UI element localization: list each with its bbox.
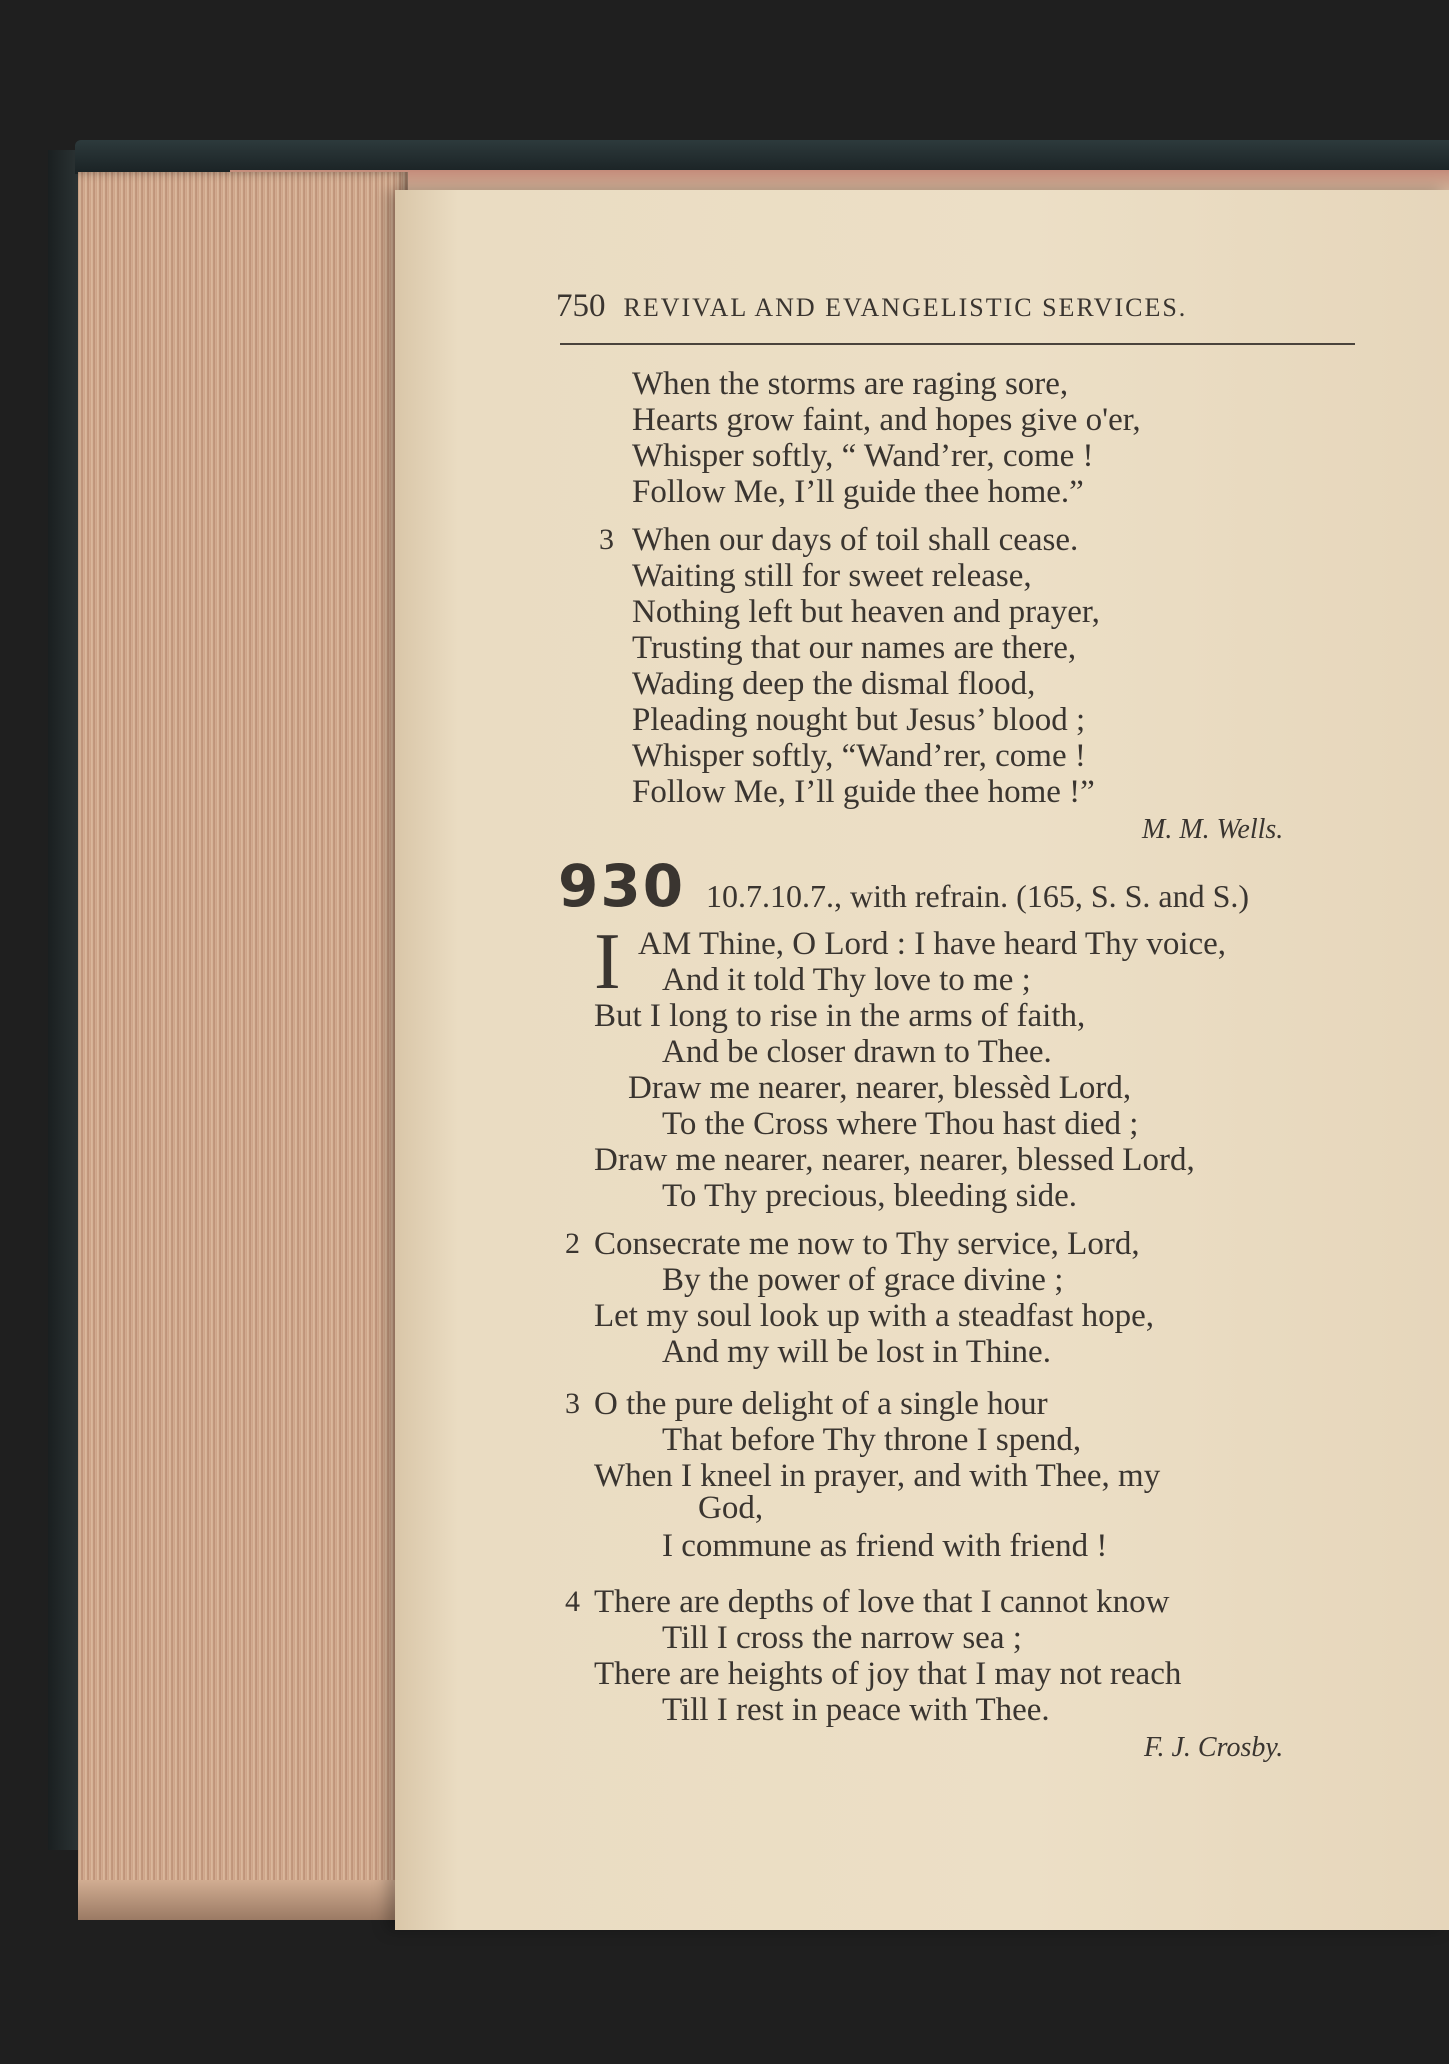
verse-line: Pleading nought but Jesus’ blood ; [632,702,1086,738]
verse-line: And my will be lost in Thine. [662,1334,1051,1370]
verse-number: 3 [599,523,614,556]
verse-line: Hearts grow faint, and hopes give o'er, [632,402,1141,438]
verse-line: Consecrate me now to Thy service, Lord, [594,1226,1140,1262]
verse-line: And be closer drawn to Thee. [662,1034,1052,1070]
verse-line: To the Cross where Thou hast died ; [662,1106,1139,1142]
verse-line: When I kneel in prayer, and with Thee, my [594,1458,1161,1494]
hymn-number: 930 [558,852,686,920]
verse-line: Follow Me, I’ll guide thee home.” [632,474,1084,510]
verse-line: By the power of grace divine ; [662,1262,1064,1298]
drop-cap: I [594,918,621,1006]
verse-number: 2 [565,1227,580,1260]
verse-line: God, [698,1490,764,1526]
verse-line: When our days of toil shall cease. [632,522,1079,558]
verse-line: Wading deep the dismal flood, [632,666,1036,702]
verse-line: Whisper softly, “Wand’rer, come ! [632,738,1086,774]
verse-line: Let my soul look up with a steadfast hope, [594,1298,1154,1334]
verse-number: 3 [565,1387,580,1420]
verse-line: Waiting still for sweet release, [632,558,1032,594]
verse-line: O the pure delight of a single hour [594,1386,1048,1422]
verse-line: And it told Thy love to me ; [662,962,1031,998]
verse-line: When the storms are raging sore, [632,366,1069,402]
hymn-meter: 10.7.10.7., with refrain. (165, S. S. and S.) [706,878,1250,914]
header-rule [560,343,1355,345]
verse-line: Draw me nearer, nearer, nearer, blessed Lord, [594,1142,1195,1178]
verse-line: But I long to rise in the arms of faith, [594,998,1086,1034]
verse-line: Whisper softly, “ Wand’rer, come ! [632,438,1094,474]
verse-line: Trusting that our names are there, [632,630,1077,666]
page-number: 750 [556,288,606,324]
verse-number: 4 [565,1585,580,1618]
verse-line: To Thy precious, bleeding side. [662,1178,1077,1214]
verse-line: There are depths of love that I cannot know [594,1584,1170,1620]
verse-line: Nothing left but heaven and prayer, [632,594,1100,630]
author: M. M. Wells. [1142,814,1284,845]
verse-line: Follow Me, I’ll guide thee home !” [632,774,1095,810]
verse-line: Till I rest in peace with Thee. [662,1692,1050,1728]
running-header [556,288,1187,325]
verse-line: That before Thy throne I spend, [662,1422,1082,1458]
verse-line: AM Thine, O Lord : I have heard Thy voice, [638,926,1227,962]
verse-line: There are heights of joy that I may not reach [594,1656,1182,1692]
running-title: REVIVAL AND EVANGELISTIC SERVICES. [623,293,1188,322]
verse-line: I commune as friend with friend ! [662,1528,1108,1564]
verse-line: Till I cross the narrow sea ; [662,1620,1022,1656]
verse-line: Draw me nearer, nearer, blessèd Lord, [628,1070,1132,1106]
author: F. J. Crosby. [1144,1732,1284,1763]
